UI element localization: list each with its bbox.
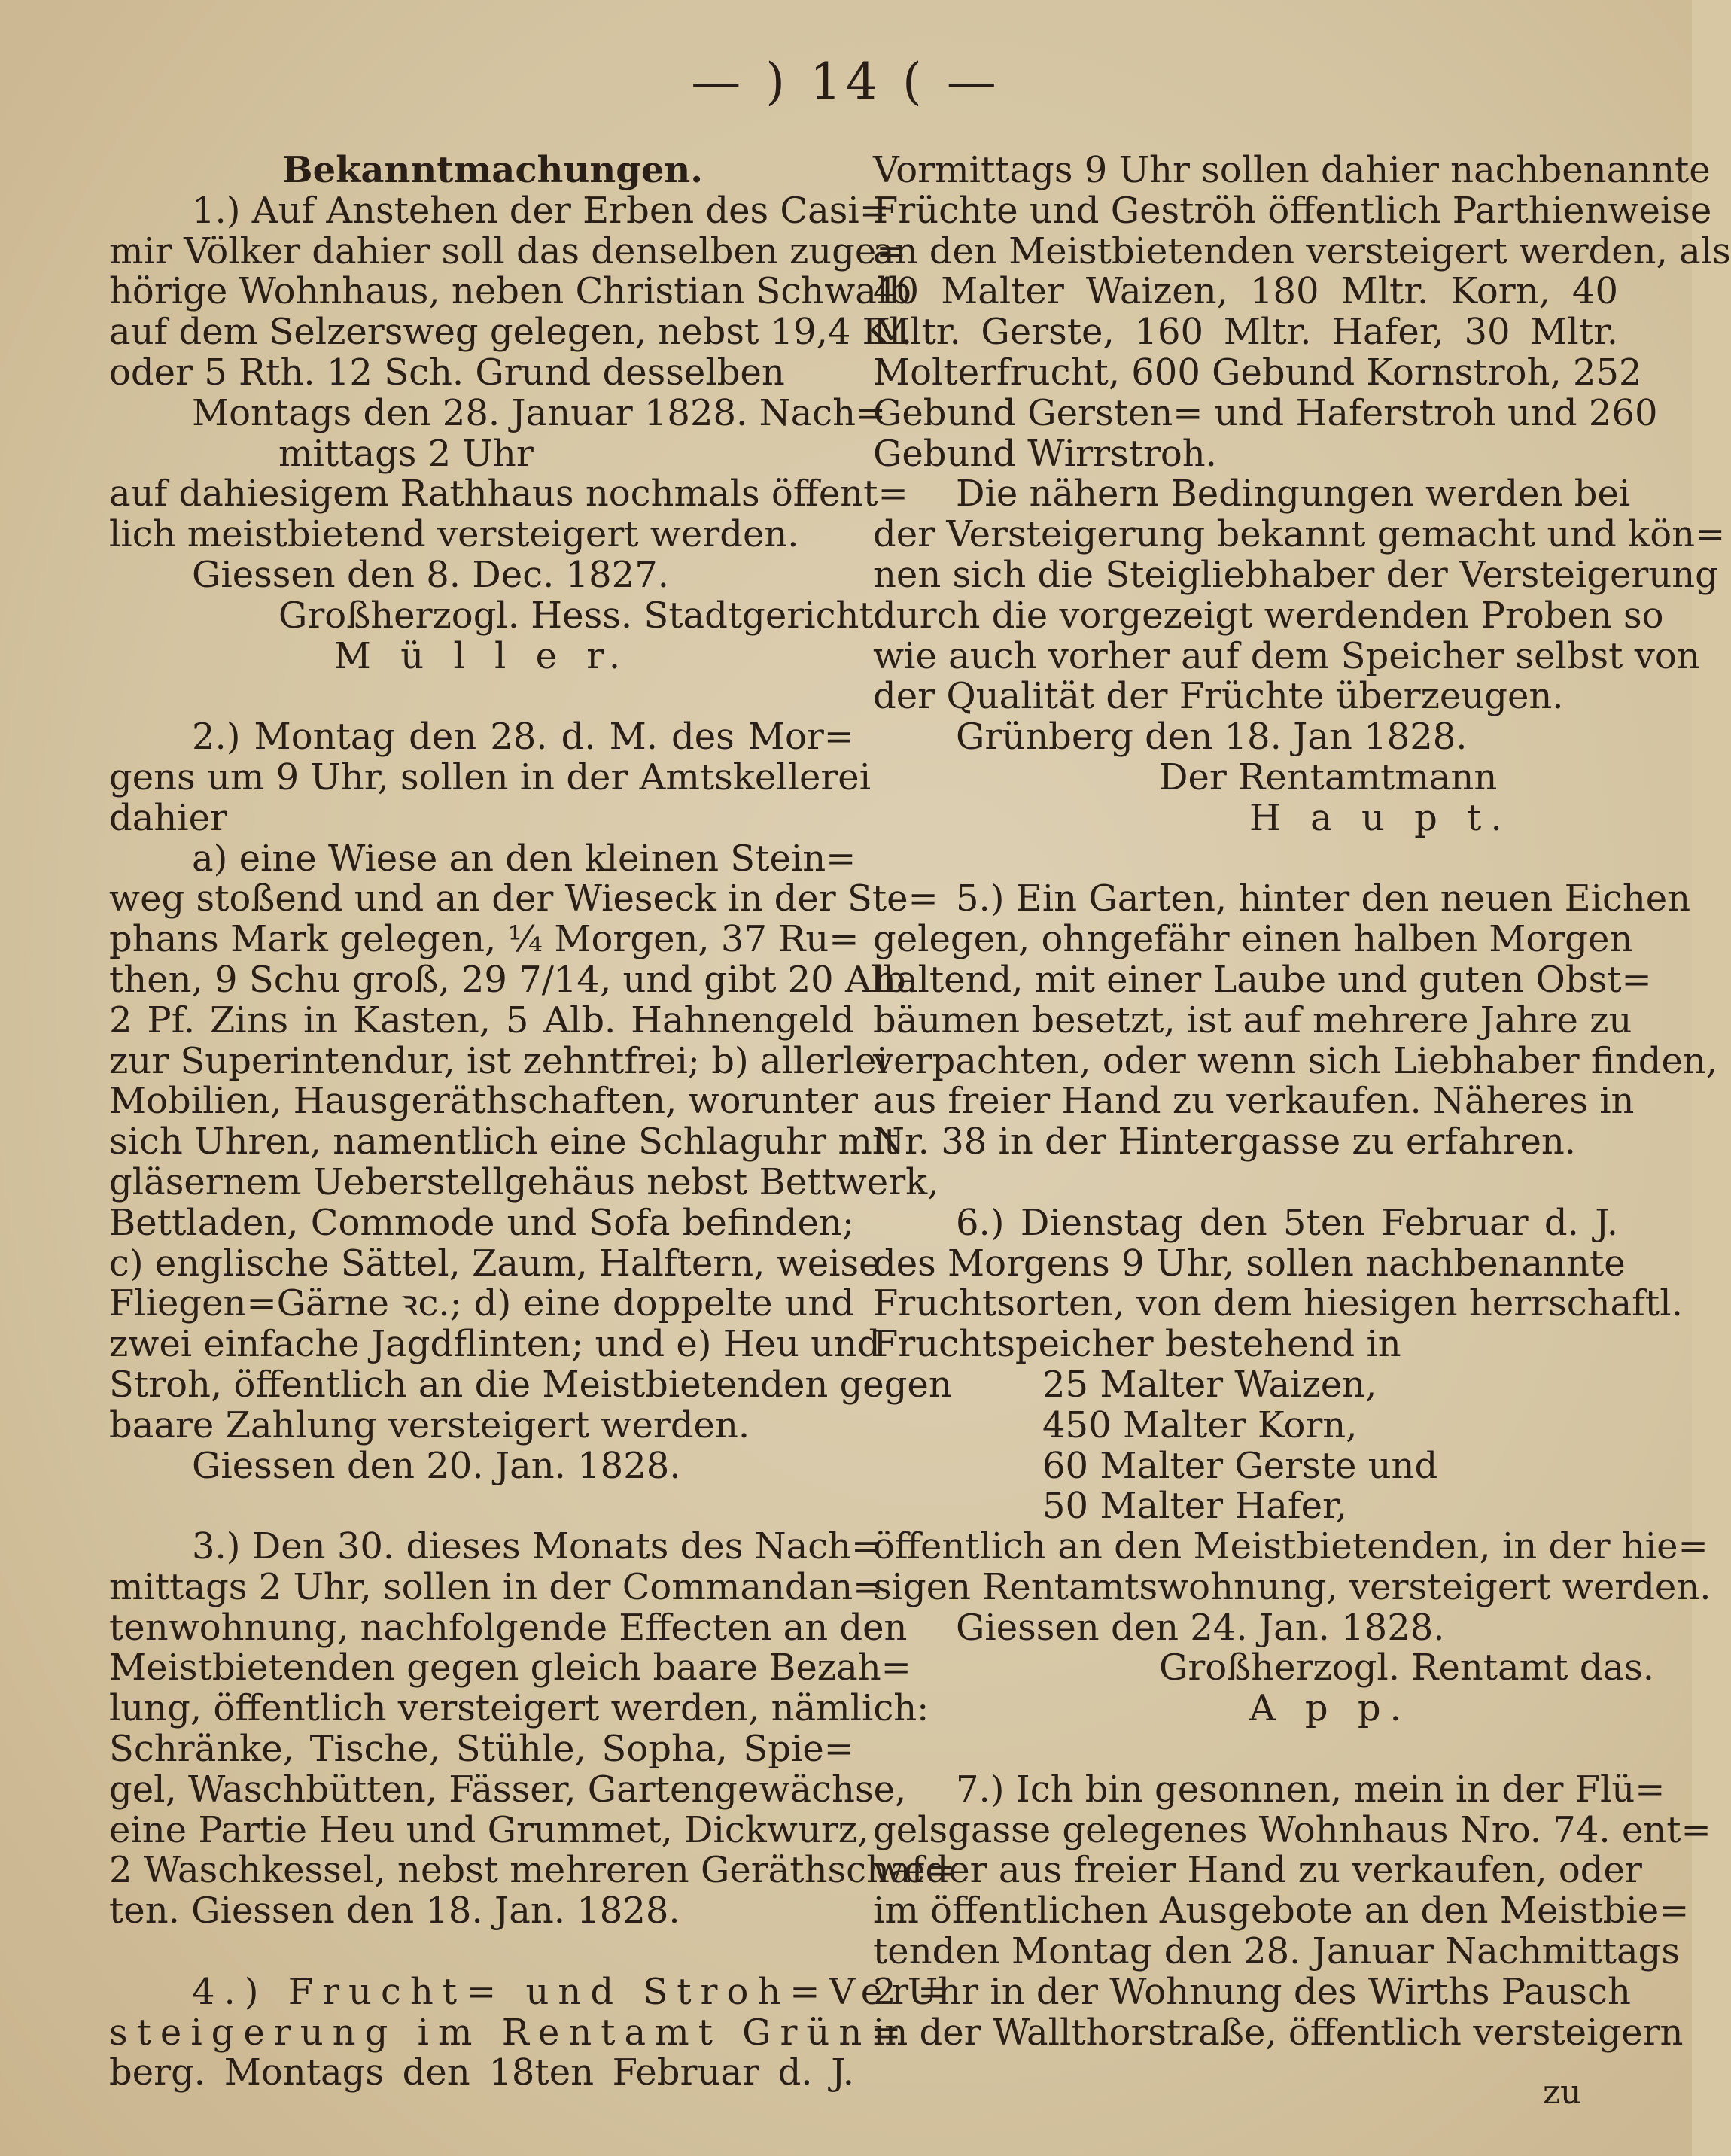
left-column-line: Montags den 28. Januar 1828. Nach= [192, 391, 887, 434]
right-column-line: aus freier Hand zu verkaufen. Näheres in [873, 1080, 1635, 1123]
left-column-line: Mobilien, Hausgeräthschaften, worunter [109, 1080, 858, 1123]
right-column-line: Grünberg den 18. Jan 1828. [956, 716, 1468, 759]
left-column-line: then, 9 Schu groß, 29 7/14, und gibt 20 Alb. [109, 958, 917, 1001]
left-column-line: weg stoßend und an der Wieseck in der Ste= [109, 877, 939, 920]
right-column-line: des Morgens 9 Uhr, sollen nachbenannte [873, 1242, 1626, 1285]
left-column-line: Großherzogl. Hess. Stadtgericht. [278, 594, 885, 637]
right-column-line: Gebund Gersten= und Haferstroh und 260 [873, 391, 1658, 434]
right-column-line: der Versteigerung bekannt gemacht und kön= [873, 513, 1726, 556]
left-column-line: baare Zahlung versteigert werden. [109, 1403, 750, 1446]
left-column-line: Bekanntmachungen. [282, 149, 703, 191]
right-column-line: Fruchtspeicher bestehend in [873, 1323, 1401, 1366]
right-column-line: H a u p t. [1249, 796, 1511, 839]
right-column-line: bäumen besetzt, ist auf mehrere Jahre zu [873, 999, 1632, 1042]
left-column-line: Schränke, Tische, Stühle, Sopha, Spie= [109, 1728, 854, 1771]
right-column [873, 149, 1731, 2054]
right-column-line: Molterfrucht, 600 Gebund Kornstroh, 252 [873, 351, 1642, 394]
left-column-line: c) englische Sättel, Zaum, Halftern, weise [109, 1242, 881, 1285]
left-column-line: gläsernem Ueberstellgehäus nebst Bettwerk, [109, 1160, 939, 1203]
right-column-line: Fruchtsorten, von dem hiesigen herrschaftl. [873, 1282, 1683, 1325]
right-column-line: der Qualität der Früchte überzeugen. [873, 675, 1564, 718]
left-column-line: hörige Wohnhaus, neben Christian Schwalb [109, 270, 911, 313]
right-column-line: in der Wallthorstraße, öffentlich versteigern [873, 2011, 1684, 2054]
right-column-line: Gebund Wirrstroh. [873, 432, 1217, 475]
left-column-line: tenwohnung, nachfolgende Effecten an den [109, 1606, 908, 1649]
right-column-line: Vormittags 9 Uhr sollen dahier nachbenannte [873, 149, 1711, 191]
left-column-line: gel, Waschbütten, Fässer, Gartengewächse, [109, 1768, 907, 1811]
left-column-line: mittags 2 Uhr, sollen in der Commandan= [109, 1565, 884, 1608]
right-column-line: Der Rentamtmann [1159, 756, 1498, 798]
right-column-line: 60 Malter Gerste und [1042, 1444, 1438, 1487]
left-column-line: auf dem Selzersweg gelegen, nebst 19,4 Kl. [109, 311, 913, 354]
right-column-line: 450 Malter Korn, [1042, 1403, 1358, 1446]
right-column-line: weder aus freier Hand zu verkaufen, oder [873, 1849, 1642, 1892]
left-column-line: 3.) Den 30. dieses Monats des Nach= [192, 1525, 882, 1568]
right-column-line: sigen Rentamtswohnung, versteigert werden. [873, 1565, 1711, 1608]
left-column-line: dahier [109, 796, 227, 839]
left-column-line: oder 5 Rth. 12 Sch. Grund desselben [109, 351, 785, 394]
right-column-line: 40 Malter Waizen, 180 Mltr. Korn, 40 [873, 270, 1618, 313]
left-column-line: auf dahiesigem Rathhaus nochmals öffent= [109, 473, 908, 515]
left-column-line: berg. Montags den 18ten Februar d. J. [109, 2051, 854, 2094]
left-column-line: 1.) Auf Anstehen der Erben des Casi= [192, 189, 890, 232]
left-column-line [109, 677, 854, 717]
right-column-line [873, 839, 1618, 880]
right-column-line: Giessen den 24. Jan. 1828. [956, 1606, 1445, 1649]
right-column-line: 7.) Ich bin gesonnen, mein in der Flü= [956, 1768, 1666, 1811]
left-column-line: lich meistbietend versteigert werden. [109, 513, 799, 556]
page-number-header: — ) 14 ( — [691, 53, 1001, 111]
left-column-line: M ü l l e r. [333, 634, 630, 677]
left-column-line: Fliegen=Gärne ꝛc.; d) eine doppelte und [109, 1282, 854, 1325]
left-column-line: zwei einfache Jagdflinten; und e) Heu und [109, 1323, 881, 1366]
left-column-line: lung, öffentlich versteigert werden, nämlich: [109, 1687, 929, 1730]
left-column-line: Giessen den 20. Jan. 1828. [192, 1444, 681, 1487]
right-column-line: gelegen, ohngefähr einen halben Morgen [873, 918, 1633, 961]
catchword: zu [1543, 2073, 1582, 2112]
right-column-line: nen sich die Steigliebhaber der Versteigerung [873, 553, 1718, 596]
right-column-line: tenden Montag den 28. Januar Nachmittags [873, 1930, 1681, 1973]
right-column-line: an den Meistbietenden versteigert werden, als [873, 230, 1731, 272]
left-column-line: sich Uhren, namentlich eine Schlaguhr mit [109, 1121, 899, 1163]
right-column-line: 50 Malter Hafer, [1042, 1485, 1347, 1528]
right-column-line: Nr. 38 in der Hintergasse zu erfahren. [873, 1121, 1577, 1163]
right-column-line: A p p. [1249, 1687, 1410, 1730]
right-column-line: Früchte und Geströh öffentlich Parthienweise [873, 189, 1712, 232]
left-column-line [109, 1486, 854, 1527]
left-column-line: mittags 2 Uhr [278, 432, 534, 475]
right-column-line [873, 1163, 1618, 1203]
left-column-line: gens um 9 Uhr, sollen in der Amtskellerei [109, 756, 872, 798]
left-column-line: Meistbietenden gegen gleich baare Bezah= [109, 1647, 911, 1689]
left-column-line: eine Partie Heu und Grummet, Dickwurz, [109, 1808, 869, 1851]
left-column-line: 2 Pf. Zins in Kasten, 5 Alb. Hahnengeld [109, 999, 854, 1042]
right-column-line: im öffentlichen Ausgebote an den Meistbie= [873, 1890, 1690, 1932]
right-column-line: öffentlich an den Meistbietenden, in der hie= [873, 1525, 1708, 1568]
right-column-line: Mltr. Gerste, 160 Mltr. Hafer, 30 Mltr. [873, 311, 1618, 354]
left-column-line: mir Völker dahier soll das denselben zuge= [109, 230, 907, 272]
right-column-line: wie auch vorher auf dem Speicher selbst von [873, 634, 1700, 677]
left-column-line: Stroh, öffentlich an die Meistbietenden gegen [109, 1363, 952, 1406]
left-column-line: 2 Waschkessel, nebst mehreren Geräthschaf= [109, 1849, 955, 1892]
right-column-line: gelsgasse gelegenes Wohnhaus Nro. 74. ent= [873, 1808, 1711, 1851]
left-column-line: 2.) Montag den 28. d. M. des Mor= [192, 716, 854, 759]
right-column-line: Großherzogl. Rentamt das. [1159, 1647, 1654, 1689]
right-column-line [873, 1729, 1618, 1770]
right-column-line: 2 Uhr in der Wohnung des Wirths Pausch [873, 1970, 1631, 2013]
right-column-line: durch die vorgezeigt werdenden Proben so [873, 594, 1664, 637]
right-column-line: haltend, mit einer Laube und guten Obst= [873, 958, 1652, 1001]
right-column-line: Die nähern Bedingungen werden bei [956, 473, 1631, 515]
left-column-line: zur Superintendur, ist zehntfrei; b) allerlei [109, 1039, 888, 1082]
left-column-line: ten. Giessen den 18. Jan. 1828. [109, 1890, 680, 1932]
right-column-line: 5.) Ein Garten, hinter den neuen Eichen [956, 877, 1691, 920]
right-column-line: verpachten, oder wenn sich Liebhaber finden, [873, 1039, 1718, 1082]
left-column-line [109, 1932, 854, 1972]
left-column-line: 4.) Frucht= und Stroh=Ver= [192, 1970, 957, 2013]
left-column-line: phans Mark gelegen, ¼ Morgen, 37 Ru= [109, 918, 859, 961]
left-column-line: Bettladen, Commode und Sofa befinden; [109, 1201, 854, 1244]
right-column-line: 6.) Dienstag den 5ten Februar d. J. [956, 1201, 1618, 1244]
left-column [109, 149, 957, 2094]
left-column-line: steigerung im Rentamt Grün= [109, 2011, 911, 2054]
left-column-line: a) eine Wiese an den kleinen Stein= [192, 837, 856, 880]
left-column-line: Giessen den 8. Dec. 1827. [192, 553, 670, 596]
right-column-line: 25 Malter Waizen, [1042, 1363, 1377, 1406]
